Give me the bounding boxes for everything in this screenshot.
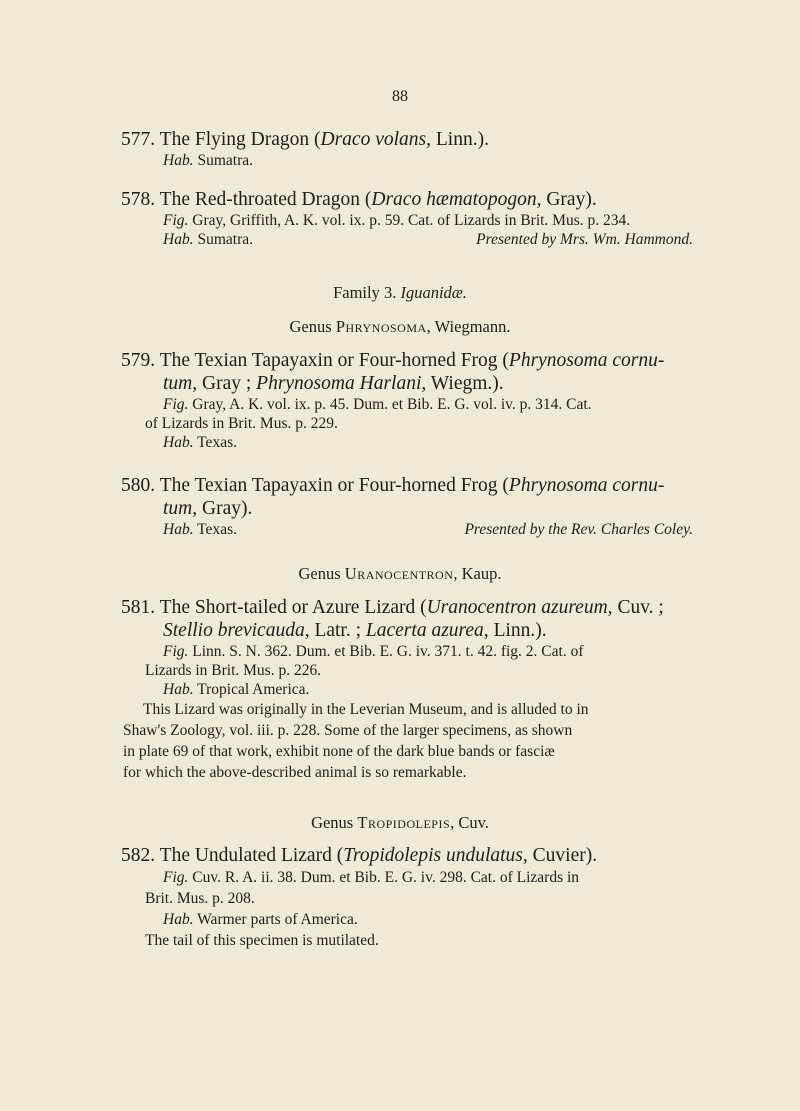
- hab-label: Hab.: [163, 911, 194, 928]
- fig-value: Linn. S. N. 362. Dum. et Bib. E. G. iv. 371. t. 42. fig. 2. Cat. of: [188, 643, 584, 660]
- entry-582: [123, 844, 693, 951]
- synonym-authority: Latr. ;: [309, 620, 366, 641]
- genus-name: Tropidolepis: [357, 813, 451, 832]
- figure-reference: [163, 642, 693, 661]
- scientific-name-end: tum,: [163, 498, 198, 519]
- authority: Cuv. ;: [612, 597, 664, 618]
- entry-581: [123, 596, 693, 783]
- figure-reference: [163, 395, 693, 414]
- common-name: The Red-throated Dragon (: [159, 189, 372, 210]
- fig-label: Fig.: [163, 869, 189, 886]
- note-line: This Lizard was originally in the Leverian Museum, and is alluded to in: [143, 701, 589, 718]
- hab-value: Tropical America.: [193, 681, 310, 698]
- synonym-2-authority: Linn.).: [488, 620, 547, 641]
- note-line: Shaw's Zoology, vol. iii. p. 228. Some of the larger specimens, as shown: [123, 722, 573, 739]
- figure-reference: [163, 867, 693, 888]
- entry-577: [123, 128, 693, 170]
- entry-number: 582.: [121, 845, 156, 866]
- hab-value: Texas.: [193, 521, 237, 538]
- hab-label: Hab.: [163, 681, 194, 698]
- habitat-row: [163, 520, 693, 539]
- genus-authority: , Cuv.: [450, 813, 489, 832]
- habitat-row: [163, 230, 693, 249]
- genus-authority: , Wiegmann.: [426, 317, 511, 336]
- genus-authority: , Kaup.: [453, 564, 502, 583]
- synonym-authority: Wiegm.).: [426, 373, 504, 394]
- scientific-name: Draco hæmatopogon,: [371, 189, 542, 210]
- habitat-line: [163, 433, 693, 452]
- page-number: 88: [392, 88, 408, 105]
- figure-reference-continued: Brit. Mus. p. 208.: [145, 890, 255, 907]
- scientific-name: Tropidolepis undulatus,: [343, 845, 528, 866]
- scientific-name: Phrynosoma cornu-: [508, 475, 665, 496]
- entry-580: [123, 474, 693, 539]
- entry-heading: [123, 474, 693, 497]
- authority: Gray ;: [197, 373, 257, 394]
- habitat-line: [163, 520, 237, 539]
- presented-by: Presented by the Rev. Charles Coley.: [464, 521, 693, 538]
- note-line: for which the above-described animal is so remarkable.: [123, 764, 467, 781]
- entry-heading: [123, 349, 693, 372]
- entry-number: 580.: [121, 475, 156, 496]
- entry-heading: [123, 844, 693, 867]
- hab-label: Hab.: [163, 521, 194, 538]
- family-name: Iguanidæ.: [400, 283, 467, 302]
- common-name: The Flying Dragon (: [159, 129, 321, 150]
- fig-value: Gray, Griffith, A. K. vol. ix. p. 59. Cat. of Lizards in Brit. Mus. p. 234.: [188, 212, 631, 229]
- hab-value: Texas.: [193, 434, 237, 451]
- hab-value: Sumatra.: [193, 152, 253, 169]
- entry-number: 577.: [121, 129, 156, 150]
- authority: Gray).: [541, 189, 597, 210]
- figure-reference-continued: Lizards in Brit. Mus. p. 226.: [145, 662, 322, 679]
- entry-578: [123, 188, 693, 249]
- entry-heading: [123, 188, 693, 211]
- entry-heading-continued: [163, 619, 693, 642]
- presented-by: Presented by Mrs. Wm. Hammond.: [476, 231, 693, 248]
- fig-value: Cuv. R. A. ii. 38. Dum. et Bib. E. G. iv. 298. Cat. of Lizards in: [188, 869, 580, 886]
- hab-value: Warmer parts of America.: [193, 911, 358, 928]
- entry-heading: [123, 596, 693, 619]
- habitat-line: [163, 151, 693, 170]
- entry-number: 581.: [121, 597, 156, 618]
- hab-label: Hab.: [163, 152, 194, 169]
- habitat-line: [163, 680, 693, 699]
- figure-reference: [163, 211, 693, 230]
- scientific-name: Phrynosoma cornu-: [508, 350, 665, 371]
- habitat-line: [163, 230, 253, 249]
- common-name: The Short-tailed or Azure Lizard (: [159, 597, 427, 618]
- habitat-line: [163, 909, 693, 930]
- scientific-name: Uranocentron azureum,: [426, 597, 613, 618]
- entry-number: 579.: [121, 350, 156, 371]
- entry-heading: [123, 128, 693, 151]
- entry-579: [123, 349, 693, 452]
- family-heading: [0, 283, 800, 303]
- hab-label: Hab.: [163, 231, 194, 248]
- fig-value: Gray, A. K. vol. ix. p. 45. Dum. et Bib. E. G. vol. iv. p. 314. Cat.: [188, 396, 592, 413]
- hab-label: Hab.: [163, 434, 194, 451]
- authority: Gray).: [197, 498, 253, 519]
- genus-name: Phrynosoma: [335, 317, 427, 336]
- entry-number: 578.: [121, 189, 156, 210]
- fig-label: Fig.: [163, 396, 189, 413]
- genus-label: Genus: [289, 317, 336, 336]
- genus-label: Genus: [311, 813, 358, 832]
- common-name: The Texian Tapayaxin or Four-horned Frog (: [159, 350, 509, 371]
- genus-heading-phrynosoma: [0, 317, 800, 337]
- genus-label: Genus: [298, 564, 345, 583]
- authority: Linn.).: [431, 129, 489, 150]
- common-name: The Texian Tapayaxin or Four-horned Frog (: [159, 475, 509, 496]
- synonym: Stellio brevicauda,: [163, 620, 310, 641]
- hab-value: Sumatra.: [193, 231, 253, 248]
- synonym-2: Lacerta azurea,: [365, 620, 489, 641]
- authority: Cuvier).: [527, 845, 598, 866]
- entry-heading-continued: [163, 372, 693, 395]
- scientific-name: Draco volans,: [320, 129, 432, 150]
- family-label: Family 3.: [333, 283, 401, 302]
- fig-label: Fig.: [163, 212, 189, 229]
- common-name: The Undulated Lizard (: [159, 845, 344, 866]
- entry-heading-continued: [163, 497, 693, 520]
- genus-heading-uranocentron: [0, 564, 800, 584]
- note-line: The tail of this specimen is mutilated.: [145, 932, 379, 949]
- genus-heading-tropidolepis: [0, 813, 800, 833]
- synonym: Phrynosoma Harlani,: [256, 373, 427, 394]
- figure-reference-continued: of Lizards in Brit. Mus. p. 229.: [145, 415, 338, 432]
- note-line: in plate 69 of that work, exhibit none of the dark blue bands or fasciæ: [123, 743, 555, 760]
- scientific-name-end: tum,: [163, 373, 198, 394]
- fig-label: Fig.: [163, 643, 189, 660]
- genus-name: Uranocentron: [344, 564, 454, 583]
